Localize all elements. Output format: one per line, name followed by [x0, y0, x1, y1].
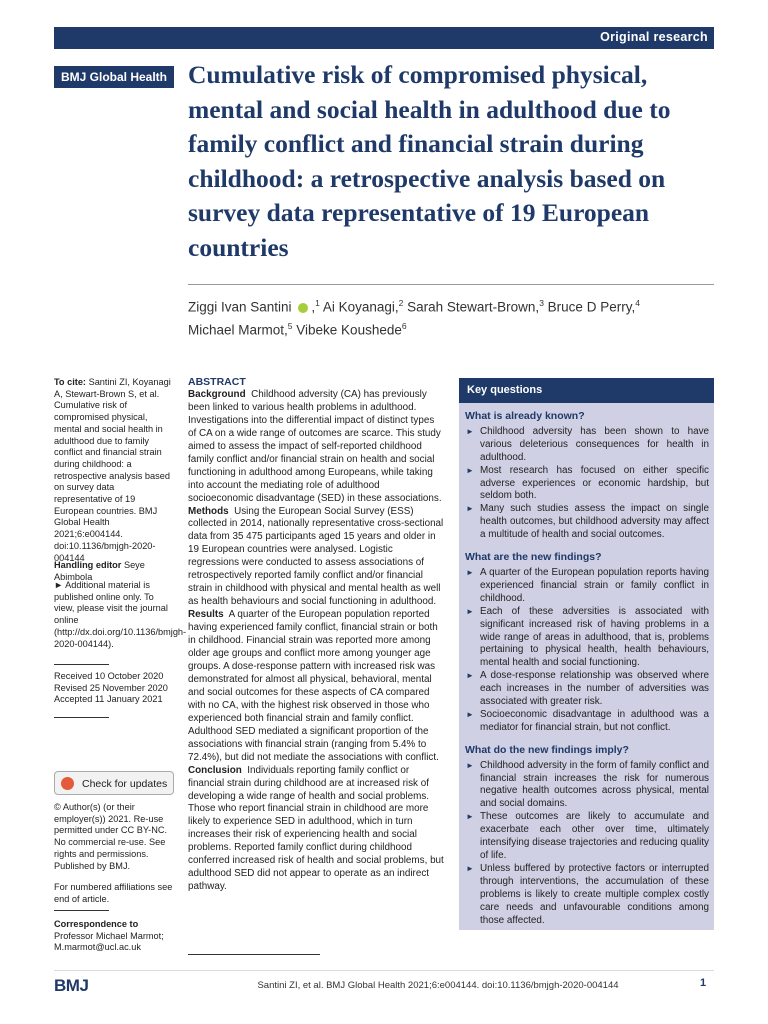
accepted-date: Accepted 11 January 2021	[54, 694, 163, 705]
page-number: 1	[700, 977, 707, 989]
background-text: Childhood adversity (CA) has previously been linked to various health problems in adulthood. Investigations into the differential impact of distinct types of CA on a wide range of outcomes are scarce. This study aimed to assess the impact of self-reported childhood family conflict and/or financial strain on health and social functioning in adulthood among Europeans, while taking into account the mediating role of adulthood socioeconomic disadvantage (SED) in these associations.	[188, 388, 442, 504]
correspondence-block	[54, 919, 174, 954]
background-label: Background	[188, 388, 246, 400]
sidebar-divider	[54, 664, 109, 665]
key-list-item: ► A quarter of the European population reports having experienced financial strain or family conflict in childhood.	[465, 567, 709, 606]
affiliation-number: 3	[539, 298, 544, 308]
author-name[interactable]: Sarah Stewart-Brown,	[403, 299, 540, 315]
sidebar-divider	[54, 717, 109, 718]
key-list-item: ► Childhood adversity in the form of family conflict and financial strain increases the risk for numerous negative health outcomes across physical, mental and social domains.	[465, 760, 709, 812]
methods-text: Using the European Social Survey (ESS) collected in 2014, nationally representative cross-sectional data from 35 475 participants aged 15 years and older in 19 European countries were analysed. Logistic regressions were conducted to assess associations of retrospectively reported family conflict and/or financial strain in childhood with physical and mental health as well as health behaviours and social functioning in adulthood.	[188, 505, 444, 608]
sidebar-divider	[54, 910, 109, 911]
copyright-notice: © Author(s) (or their employer(s)) 2021. Re-use permitted under CC BY-NC. No commercial re-use. See rights and permissions. Published by BMJ.	[54, 802, 168, 871]
key-list	[465, 426, 709, 542]
abstract	[188, 376, 445, 894]
key-list	[465, 760, 709, 928]
correspondence-email[interactable]: M.marmot@ucl.ac.uk	[54, 942, 141, 953]
correspondence-label: Correspondence to	[54, 919, 139, 929]
key-list-item: ► These outcomes are likely to accumulate and exacerbate each other over time, ultimately intensifying disease trajectories and reducing quality of life.	[465, 811, 709, 863]
title-divider	[188, 284, 714, 285]
key-list-item: ► Most research has focused on either specific adverse experiences or economic hardship, but seldom both.	[465, 465, 709, 504]
citation-block	[54, 377, 174, 564]
section-label: Original research	[600, 30, 708, 44]
conclusion-label: Conclusion	[188, 764, 242, 776]
key-list-item: ► Socioeconomic disadvantage in adulthood was a mediator for financial strain, but not conflict.	[465, 709, 709, 735]
key-questions-box	[459, 378, 714, 930]
affiliation-number: 6	[401, 320, 407, 331]
results-label: Results	[188, 609, 224, 621]
abstract-end-rule	[188, 954, 320, 955]
check-updates-button[interactable]	[54, 771, 174, 795]
key-list-item: ► Each of these adversities is associated with significant increased risk of having problems in a wide range of areas in adulthood, that is, problems pertaining to physical health, health behaviours, mental health and social functioning.	[465, 606, 709, 671]
key-question: What are the new findings?	[465, 551, 602, 564]
journal-tag: BMJ Global Health	[54, 66, 174, 88]
author-separator: ,	[311, 299, 316, 315]
footer-divider	[54, 970, 714, 971]
bookmark-icon	[61, 777, 74, 790]
dates-block	[54, 671, 174, 706]
affiliations-note: For numbered affiliations see end of article.	[54, 882, 173, 904]
cite-text: Santini ZI, Koyanagi A, Stewart-Brown S, et al. Cumulative risk of compromised physical, mental and social health in adulthood due to family conflict and financial strain during childhood: a retrospective analysis based on survey data representative of 19 European countries. BMJ Global Health 2021;6:e004144. doi:10.1136/bmjgh-2020-004144	[54, 377, 171, 563]
abstract-heading: ABSTRACT	[188, 376, 246, 388]
key-question: What do the new findings imply?	[465, 743, 629, 756]
section-banner	[54, 27, 714, 49]
revised-date: Revised 25 November 2020	[54, 682, 168, 693]
editor-label: Handling editor	[54, 560, 122, 570]
key-list-item: ► Unless buffered by protective factors or interrupted through interventions, the accumulation of these problems is likely to create multiple complex costly care needs and unfavourable conditions among those affected.	[465, 863, 709, 928]
correspondence-name: Professor Michael Marmot;	[54, 930, 164, 941]
article-title: Cumulative risk of compromised physical, mental and social health in adulthood due to family conflict and financial strain during childhood: a retrospective analysis based on survey data representative of 19 European countries	[188, 60, 671, 262]
author-name[interactable]: Bruce D Perry,	[543, 299, 636, 315]
author-name[interactable]: Michael Marmot,	[188, 322, 288, 337]
affiliation-number: 2	[398, 298, 404, 308]
affiliation-number: 1	[315, 298, 320, 308]
key-list	[465, 567, 709, 735]
key-list-item: ► A dose-response relationship was observed where each increases in the number of adversities was associated with greater risk.	[465, 670, 709, 709]
methods-label: Methods	[188, 505, 229, 517]
author-name[interactable]: Vibeke Koushede	[292, 322, 402, 337]
author-name[interactable]: Ziggi Ivan Santini	[188, 299, 292, 315]
orcid-icon[interactable]	[298, 303, 308, 313]
additional-material-note[interactable]: ► Additional material is published online only. To view, please visit the journal online (http://dx.doi.org/10.1136/bmjgh-2020-004144).	[54, 580, 187, 649]
results-text: A quarter of the European population reported having experienced family conflict, financial strain or both in childhood. Financial strain was reported more among older age groups and conflict more among younger age groups. A dose-response pattern with increased risk was demonstrated for almost all physical, behavioral, mental and social outcomes for these aspects of CA compared with no CA, with the highest risk observed in those who experienced both financial strain and family conflict. Adulthood SED mediated a significant proportion of the associations with financial strain (ranging from 5.4% to 72.4%), but did not mediate the associations with conflict.	[188, 609, 439, 763]
key-questions-body	[465, 410, 709, 936]
author-list	[188, 294, 708, 339]
author-name[interactable]: Ai Koyanagi,	[319, 299, 399, 315]
conclusion-text: Individuals reporting family conflict or financial strain during childhood are at increased risk of developing a wide range of health and social problems. Those who report financial strain in childhood are more likely to experience SED in adulthood, which in turn increases their risk of experiencing health and social problems. Reported family conflict during childhood conferred increased risk of health and social problems, but adulthood SED did not appear to operate as an indirect pathway.	[188, 764, 444, 893]
key-list-item: ► Many such studies assess the impact on single health outcomes, but childhood adversity may affect a multitude of health and social outcomes.	[465, 503, 709, 542]
key-question: What is already known?	[465, 410, 585, 422]
affiliation-number: 4	[635, 298, 640, 308]
bmj-logo[interactable]: BMJ	[54, 976, 89, 995]
cite-label: To cite:	[54, 377, 86, 387]
check-updates-label: Check for updates	[82, 778, 168, 790]
editor-name: Seye Abimbola	[54, 560, 145, 582]
footer-citation: Santini ZI, et al. BMJ Global Health 2021;6:e004144. doi:10.1136/bmjgh-2020-004144	[257, 980, 619, 991]
received-date: Received 10 October 2020	[54, 671, 164, 681]
affiliation-number: 5	[287, 320, 293, 331]
key-questions-header: Key questions	[459, 378, 714, 403]
key-list-item: ► Childhood adversity has been shown to have various deleterious consequences for health in adulthood.	[465, 426, 709, 465]
